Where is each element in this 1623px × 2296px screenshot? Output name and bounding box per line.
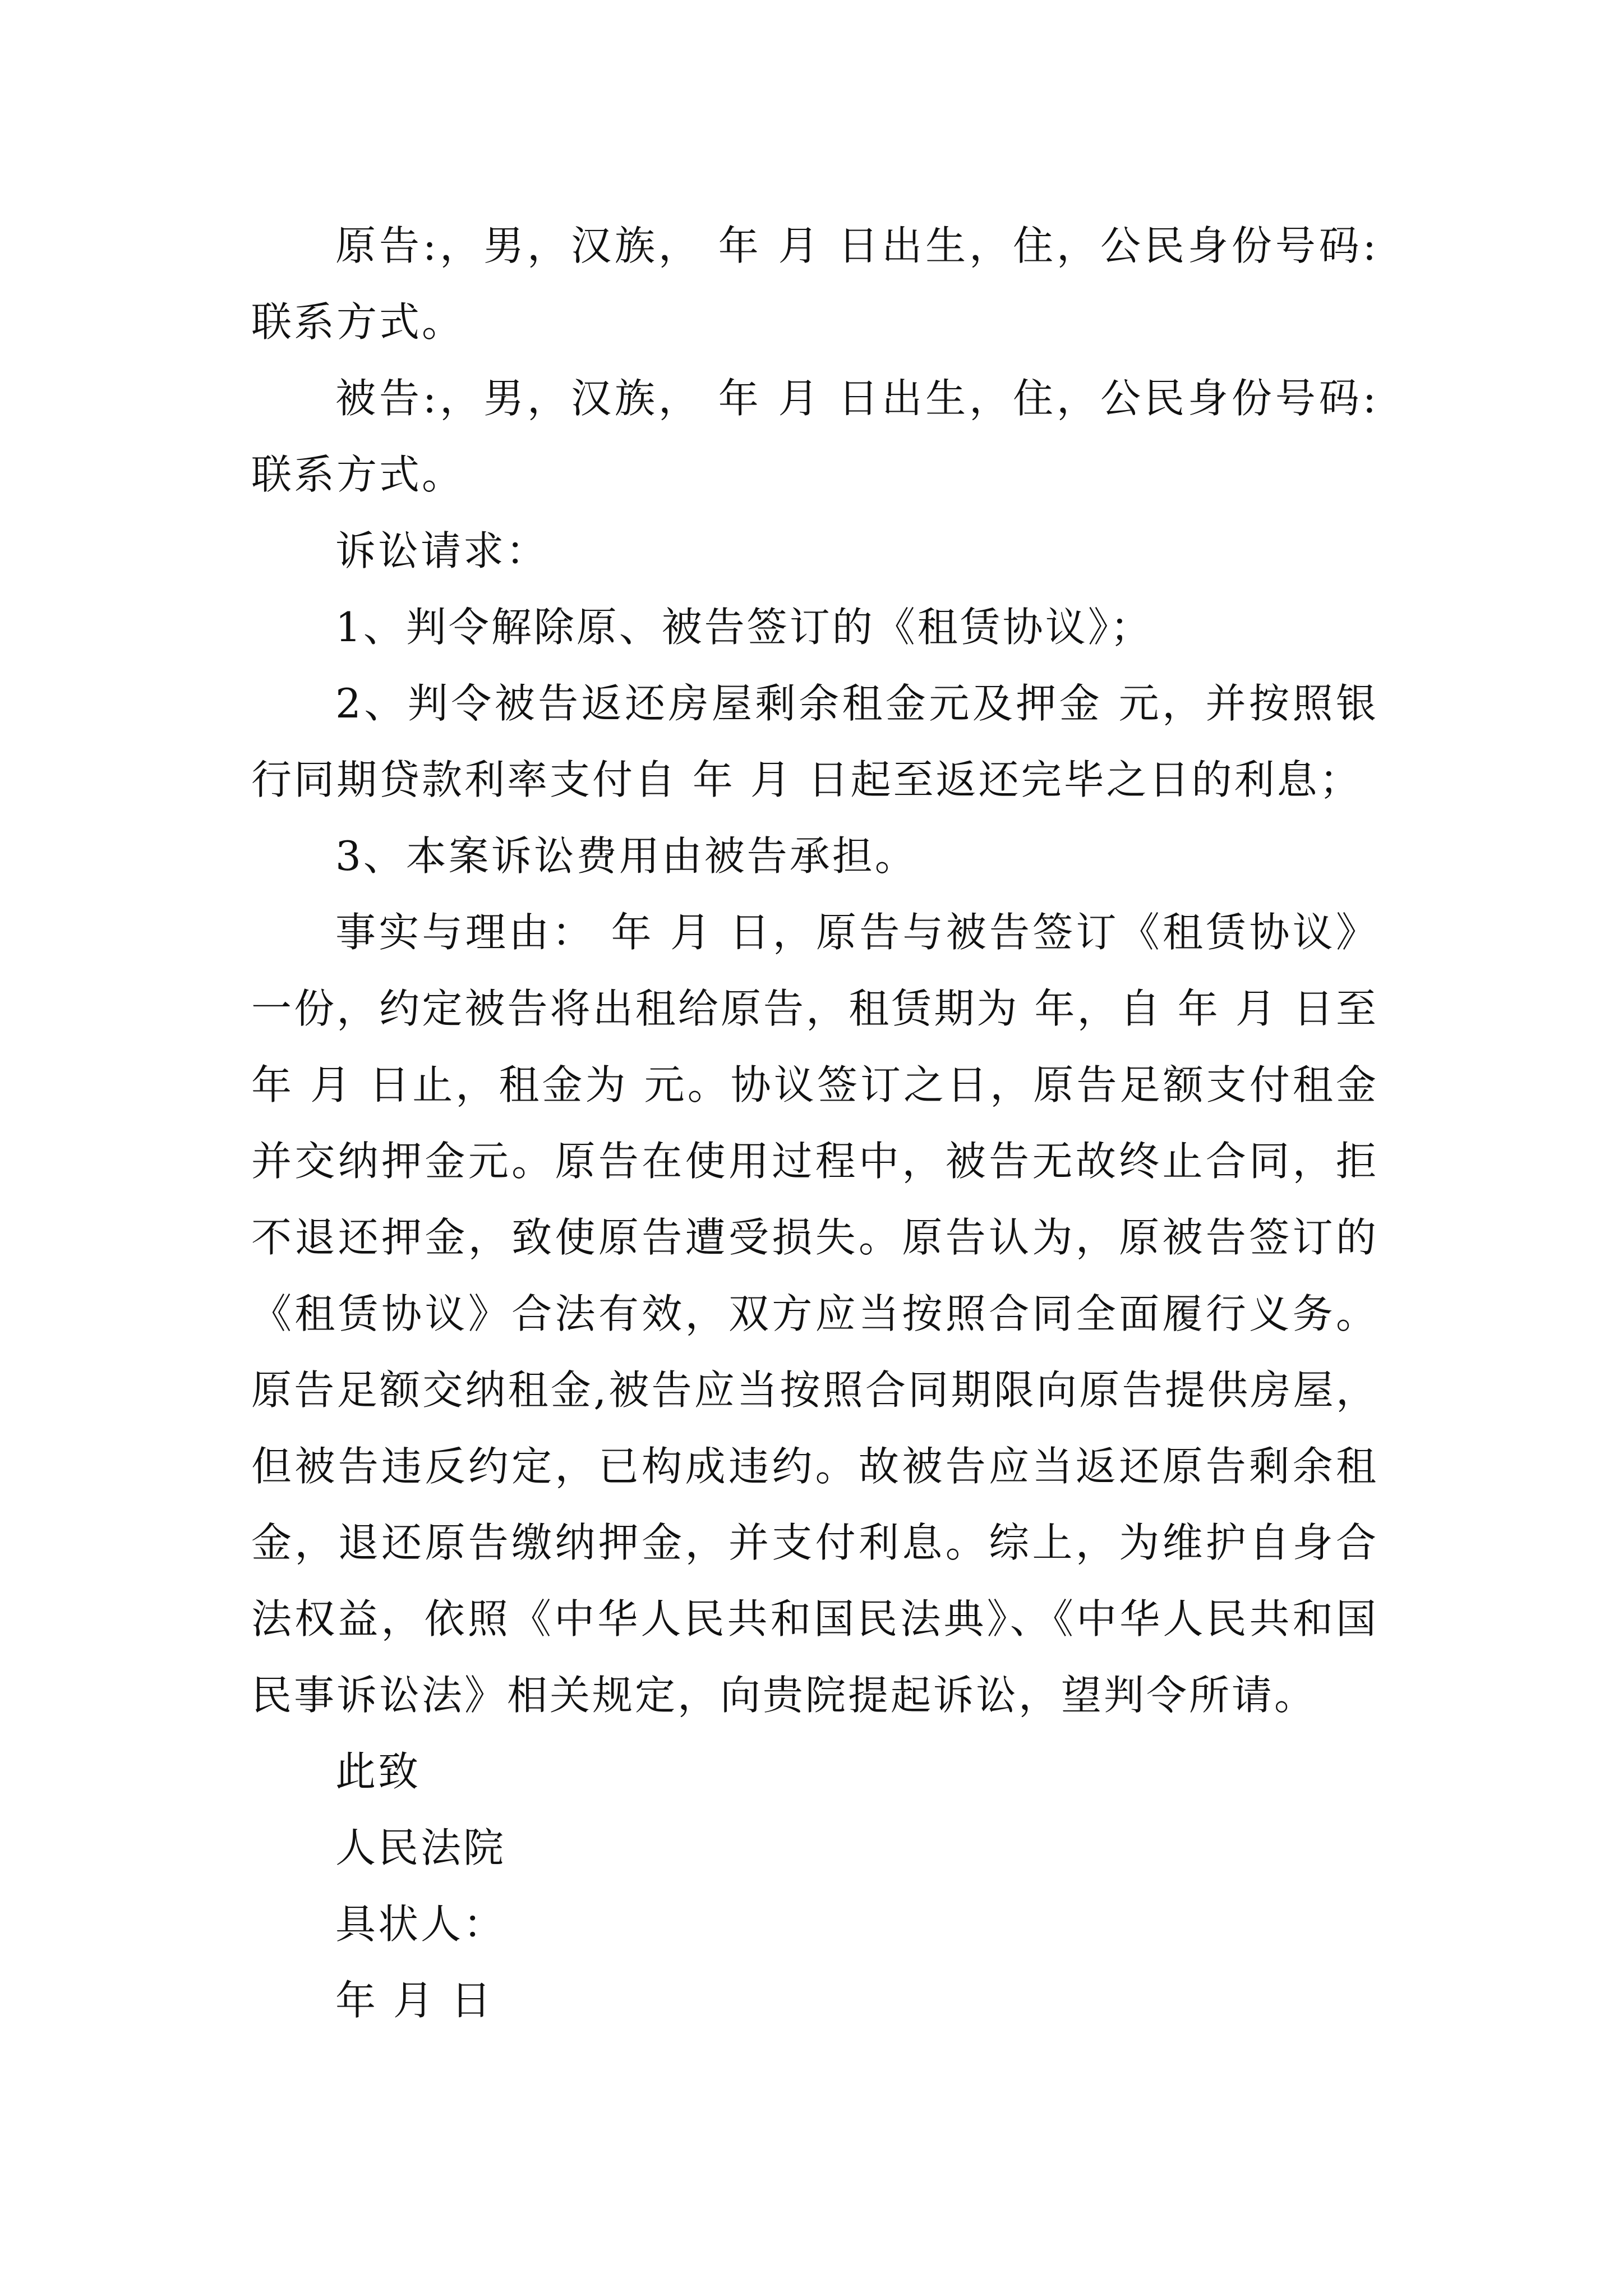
court-name: 人民法院	[335, 1824, 506, 1871]
facts-and-reasons-paragraph: 事实与理由： 年 月 日，原告与被告签订《租赁协议》一份，约定被告将出租给原告，租赁期为 年，自 年 月 日至 年 月 日止，租金为 元。协议签订之日，原告足额支付租金并交纳押金元。原告在使用过程中，被告无故终止合同，拒不退还押金，致使原告遭受损失。原告认为，原被告签订的《租赁协议》合法有效，双方应当按照合同全面履行义务。原告足额交纳租金,被告应当按照合同期限向原告提供房屋，但被告违反约定，已构成违约。故被告应当返还原告剩余租金，退还原告缴纳押金，并支付利息。综上，为维护自身合法权益，依照《中华人民共和国民法典》、《中华人民共和国民事诉讼法》相关规定，向贵院提起诉讼，望判令所请。	[251, 909, 1378, 1719]
claim-item-2: 2、判令被告返还房屋剩余租金元及押金 元，并按照银行同期贷款利率支付自 年 月 日起至返还完毕之日的利息；	[251, 680, 1378, 803]
date-line: 年 月 日	[335, 1977, 494, 2024]
claims-heading: 诉讼请求：	[335, 527, 549, 574]
claim-item-1: 1、判令解除原、被告签订的《租赁协议》；	[335, 604, 1153, 651]
claim-item-3: 3、本案诉讼费用由被告承担。	[335, 832, 917, 880]
document-body	[251, 208, 1378, 2039]
signer-label: 具状人：	[335, 1901, 506, 1948]
salutation: 此致	[335, 1748, 421, 1795]
defendant-paragraph: 被告:，男，汉族， 年 月 日出生，住，公民身份号码:联系方式。	[251, 375, 1378, 498]
plaintiff-paragraph: 原告:，男，汉族， 年 月 日出生，住，公民身份号码:联系方式。	[251, 222, 1378, 346]
